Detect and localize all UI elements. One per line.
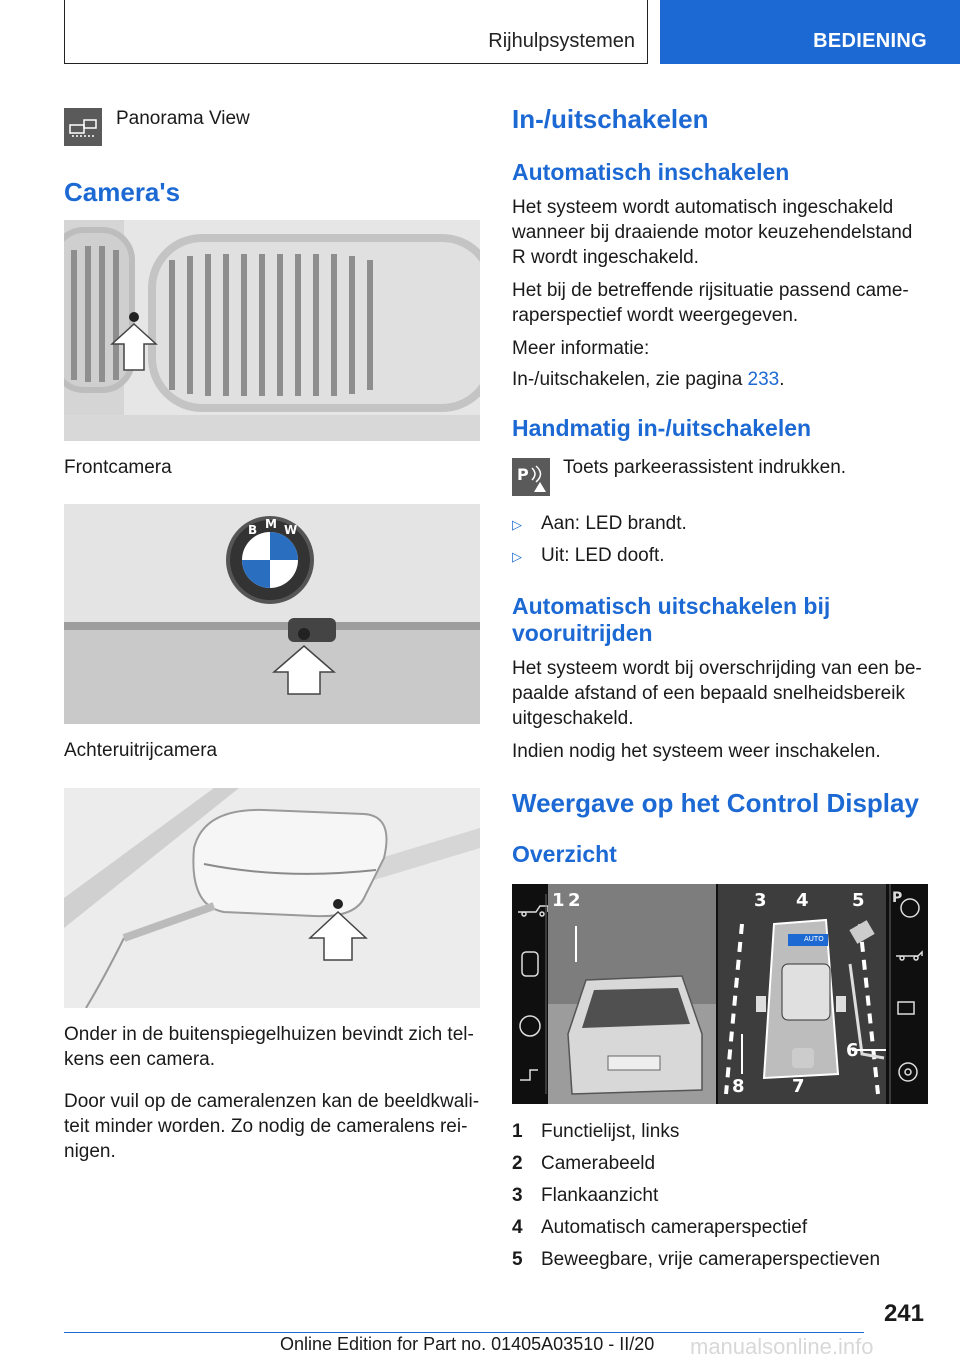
auto-on-line-1: Het systeem wordt automatisch ingeschakeld [512, 197, 894, 218]
legend-num: 3 [512, 1185, 523, 1206]
header-chapter-title: BEDIENING [813, 30, 927, 52]
reference-page-link[interactable]: 233 [747, 369, 780, 390]
legend-text: Beweegbare, vrije cameraperspectieven [541, 1249, 881, 1270]
reference-text: In-/uitschakelen, zie pagina [512, 369, 748, 390]
callout-6: 6 [846, 1040, 859, 1061]
footer-divider [64, 1332, 864, 1333]
more-info-label: Meer informatie: [512, 338, 650, 359]
perspective-line-2: raperspectief wordt weergegeven. [512, 305, 799, 326]
bmw-letter-m: M [265, 517, 277, 531]
bullet-led-on: Aan: LED brandt. [541, 513, 687, 534]
svg-text:P: P [892, 890, 903, 906]
control-display-image [512, 884, 928, 1104]
panorama-view-label: Panorama View [116, 108, 250, 129]
legend-text: Functielijst, links [541, 1121, 680, 1142]
rear-camera-caption: Achteruitrijcamera [64, 740, 218, 761]
legend-num: 5 [512, 1249, 523, 1270]
auto-on-line-2: wanneer bij draaiende motor keuzehendelstand [512, 222, 913, 243]
callout-2: 2 [568, 890, 581, 911]
footer-edition: Online Edition for Part no. 01405A03510 - II/20 [280, 1334, 655, 1354]
reenable-text: Indien nodig het systeem weer inschakelen. [512, 741, 881, 762]
callout-5: 5 [852, 890, 865, 911]
callout-7: 7 [792, 1076, 805, 1097]
dirt-text-line-2: teit minder worden. Zo nodig de cameralens rei- [64, 1116, 468, 1137]
page-number: 241 [883, 1300, 924, 1327]
mirror-text-line-2: kens een camera. [64, 1049, 216, 1070]
auto-on-heading: Automatisch inschakelen [512, 159, 790, 185]
rear-camera-image [64, 504, 480, 724]
auto-off-heading-line-1: Automatisch uitschakelen bij [512, 593, 831, 619]
display-heading: Weergave op het Control Display [512, 788, 919, 818]
auto-off-line-3: uitgeschakeld. [512, 708, 634, 729]
perspective-line-1: Het bij de betreffende rijsituatie passend came- [512, 280, 909, 301]
header-section-title: Rijhulpsystemen [488, 30, 635, 52]
park-assist-button-icon [512, 458, 550, 496]
callout-1: 1 [552, 890, 565, 911]
legend-item [512, 1119, 932, 1151]
legend-item [512, 1247, 932, 1279]
callout-4: 4 [796, 890, 809, 911]
front-camera-image [64, 220, 480, 441]
display-auto-label: AUTO [804, 935, 824, 943]
bullet-triangle-icon: ▷ [512, 549, 522, 564]
legend-num: 1 [512, 1121, 523, 1142]
bmw-letter-w: W [284, 523, 298, 537]
legend-list [512, 1119, 932, 1279]
callout-8: 8 [732, 1076, 745, 1097]
header-chapter-tab [660, 0, 960, 64]
legend-text: Flankaanzicht [541, 1185, 659, 1206]
svg-text:P: P [517, 465, 529, 484]
dirt-text-line-3: nigen. [64, 1141, 116, 1162]
bullet-led-off: Uit: LED dooft. [541, 545, 665, 566]
callout-3: 3 [754, 890, 767, 911]
legend-item [512, 1183, 932, 1215]
legend-text: Automatisch cameraperspectief [541, 1217, 808, 1238]
dirt-text-line-1: Door vuil op de cameralenzen kan de beeldkwali- [64, 1091, 480, 1112]
front-camera-caption: Frontcamera [64, 457, 172, 478]
legend-num: 2 [512, 1153, 523, 1174]
header-section-box [64, 0, 648, 64]
legend-item [512, 1215, 932, 1247]
cameras-heading: Camera's [64, 177, 181, 207]
bullet-triangle-icon: ▷ [512, 517, 522, 532]
auto-off-line-1: Het systeem wordt bij overschrijding van een be- [512, 658, 922, 679]
footer-watermark: manualsonline.info [690, 1334, 874, 1359]
reference-end: . [779, 369, 785, 390]
mirror-camera-image [64, 788, 480, 1008]
bmw-letter-b: B [248, 523, 258, 537]
overview-heading: Overzicht [512, 841, 617, 867]
legend-num: 4 [512, 1217, 523, 1238]
manual-text: Toets parkeerassistent indrukken. [563, 457, 847, 478]
manual-heading: Handmatig in-/uitschakelen [512, 415, 812, 441]
mirror-text-line-1: Onder in de buitenspiegelhuizen bevindt zich tel- [64, 1024, 474, 1045]
auto-on-line-3: R wordt ingeschakeld. [512, 247, 699, 268]
legend-text: Camerabeeld [541, 1153, 656, 1174]
auto-off-line-2: paalde afstand of een bepaald snelheidsbereik [512, 683, 905, 704]
reference-line [512, 367, 785, 392]
panorama-view-icon [64, 108, 102, 146]
switch-heading: In-/uitschakelen [512, 104, 709, 134]
auto-off-heading-line-2: vooruitrijden [512, 620, 653, 646]
legend-item [512, 1151, 932, 1183]
